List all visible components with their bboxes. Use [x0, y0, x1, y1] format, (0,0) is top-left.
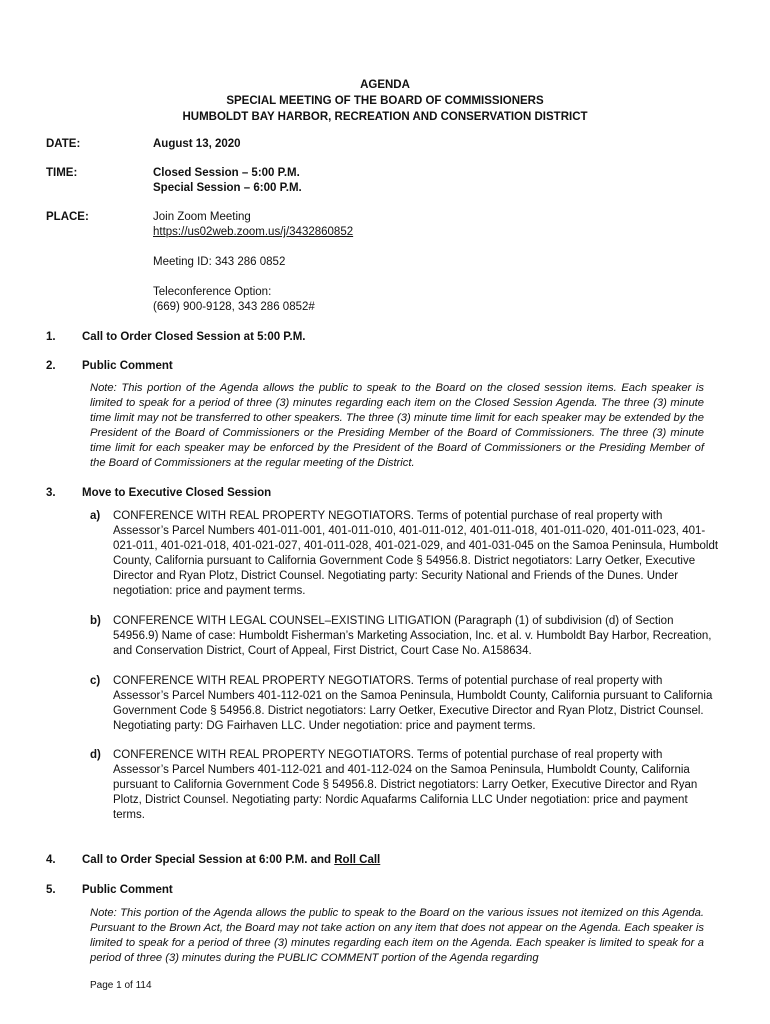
time-closed-session: Closed Session – 5:00 P.M.	[153, 167, 300, 179]
page-number: Page 1 of 114	[90, 980, 152, 991]
header-organization: HUMBOLDT BAY HARBOR, RECREATION AND CONSERVATION DISTRICT	[182, 111, 588, 123]
section-4-number: 4.	[46, 854, 56, 866]
date-value: August 13, 2020	[153, 138, 241, 150]
item-text: CONFERENCE WITH REAL PROPERTY NEGOTIATORS. Terms of potential purchase of real property with Assessor’s Parcel Numbers 401-112-021 and 401-112-024 on the Samoa Peninsula, Humboldt County, California pursuant to California Government Code § 54956.8. District negotiators: Larry Oetker, Executive Director and Ryan Plotz, District Counsel. Negotiating party: Nordic Aquafarms California LLC Under negotiation: price and payment terms.	[113, 749, 698, 821]
zoom-meeting-link[interactable]: https://us02web.zoom.us/j/3432860852	[153, 226, 354, 238]
place-join-text: Join Zoom Meeting	[153, 211, 251, 223]
teleconference-number: (669) 900-9128, 343 286 0852#	[153, 301, 315, 313]
item-letter: b)	[90, 615, 101, 627]
header-subtitle: SPECIAL MEETING OF THE BOARD OF COMMISSIONERS	[226, 95, 544, 107]
item-letter: d)	[90, 749, 101, 761]
section-2-title: Public Comment	[82, 360, 173, 372]
item-text: CONFERENCE WITH REAL PROPERTY NEGOTIATORS. Terms of potential purchase of real property with Assessor’s Parcel Numbers 401-112-021 on the Samoa Peninsula, Humboldt County, California pursuant to California Government Code § 54956.8. District negotiators: Larry Oetker, Executive Director and Ryan Plotz, District Counsel. Negotiating party: DG Fairhaven LLC. Under negotiation: price and payment terms.	[113, 675, 713, 732]
section-1-title: Call to Order Closed Session at 5:00 P.M.	[82, 331, 306, 343]
section-5-number: 5.	[46, 884, 56, 896]
section-2-number: 2.	[46, 360, 56, 372]
section-5-title: Public Comment	[82, 884, 173, 896]
section-5-note: Note: This portion of the Agenda allows the public to speak to the Board on the various issues not itemized on this Agenda. Pursuant to the Brown Act, the Board may not take action on any item that does not appear on the Agenda. Each speaker is limited to speak for a period of three (3) minutes regarding each item on the Agenda. Each speaker is limited to speak for a period of three (3) minutes during the PUBLIC COMMENT portion of the Agenda regarding	[90, 907, 704, 964]
place-label: PLACE:	[46, 211, 89, 223]
meeting-id: Meeting ID: 343 286 0852	[153, 256, 286, 268]
time-label: TIME:	[46, 167, 78, 179]
item-letter: a)	[90, 510, 101, 522]
item-text: CONFERENCE WITH LEGAL COUNSEL–EXISTING LITIGATION (Paragraph (1) of subdivision (d) of Section 54956.9) Name of case: Humboldt Fisherman’s Marketing Association, Inc. et al. v. Humboldt Bay Harbor, Recreation, and Conservation District, Court of Appeal, First District, Court Case No. A158634.	[113, 615, 712, 657]
date-label: DATE:	[46, 138, 81, 150]
header-title: AGENDA	[360, 79, 410, 91]
item-text: CONFERENCE WITH REAL PROPERTY NEGOTIATORS. Terms of potential purchase of real property with Assessor’s Parcel Numbers 401-011-001, 401-011-010, 401-011-012, 401-011-018, 401-011-020, 401-011-023, 401-021-011, 401-021-018, 401-021-027, 401-011-028, 401-021-029, and 401-031-045 on the Samoa Peninsula, Humboldt County, California pursuant to California Government Code § 54956.8. District negotiators: Larry Oetker, Executive Director and Ryan Plotz, District Counsel. Negotiating party: Security National and Friends of the Dunes. Under negotiation: price and payment terms.	[113, 510, 719, 597]
section-4-title-text: Call to Order Special Session at 6:00 P.M. and	[82, 854, 335, 866]
section-4-title	[82, 853, 380, 868]
section-3-number: 3.	[46, 487, 56, 499]
section-3-title: Move to Executive Closed Session	[82, 487, 272, 499]
agenda-header	[0, 77, 770, 125]
time-special-session: Special Session – 6:00 P.M.	[153, 182, 302, 194]
section-1-number: 1.	[46, 331, 56, 343]
section-2-note: Note: This portion of the Agenda allows the public to speak to the Board on the closed session items. Each speaker is limited to speak for a period of three (3) minutes regarding each item on the Closed Session Agenda. The three (3) minute time limit may not be transferred to other speakers. The three (3) minute time limit for each speaker may be extended by the President of the Board of Commissioners or the Presiding Member of the Board of Commissioners. The three (3) minute time limit for each speaker may be enforced by the President of the Board of Commissioners or the Presiding Member of the Board of Commissioners at the regular meeting of the District.	[90, 382, 704, 469]
item-letter: c)	[90, 675, 101, 687]
teleconference-label: Teleconference Option:	[153, 286, 272, 298]
roll-call-link: Roll Call	[334, 854, 381, 866]
